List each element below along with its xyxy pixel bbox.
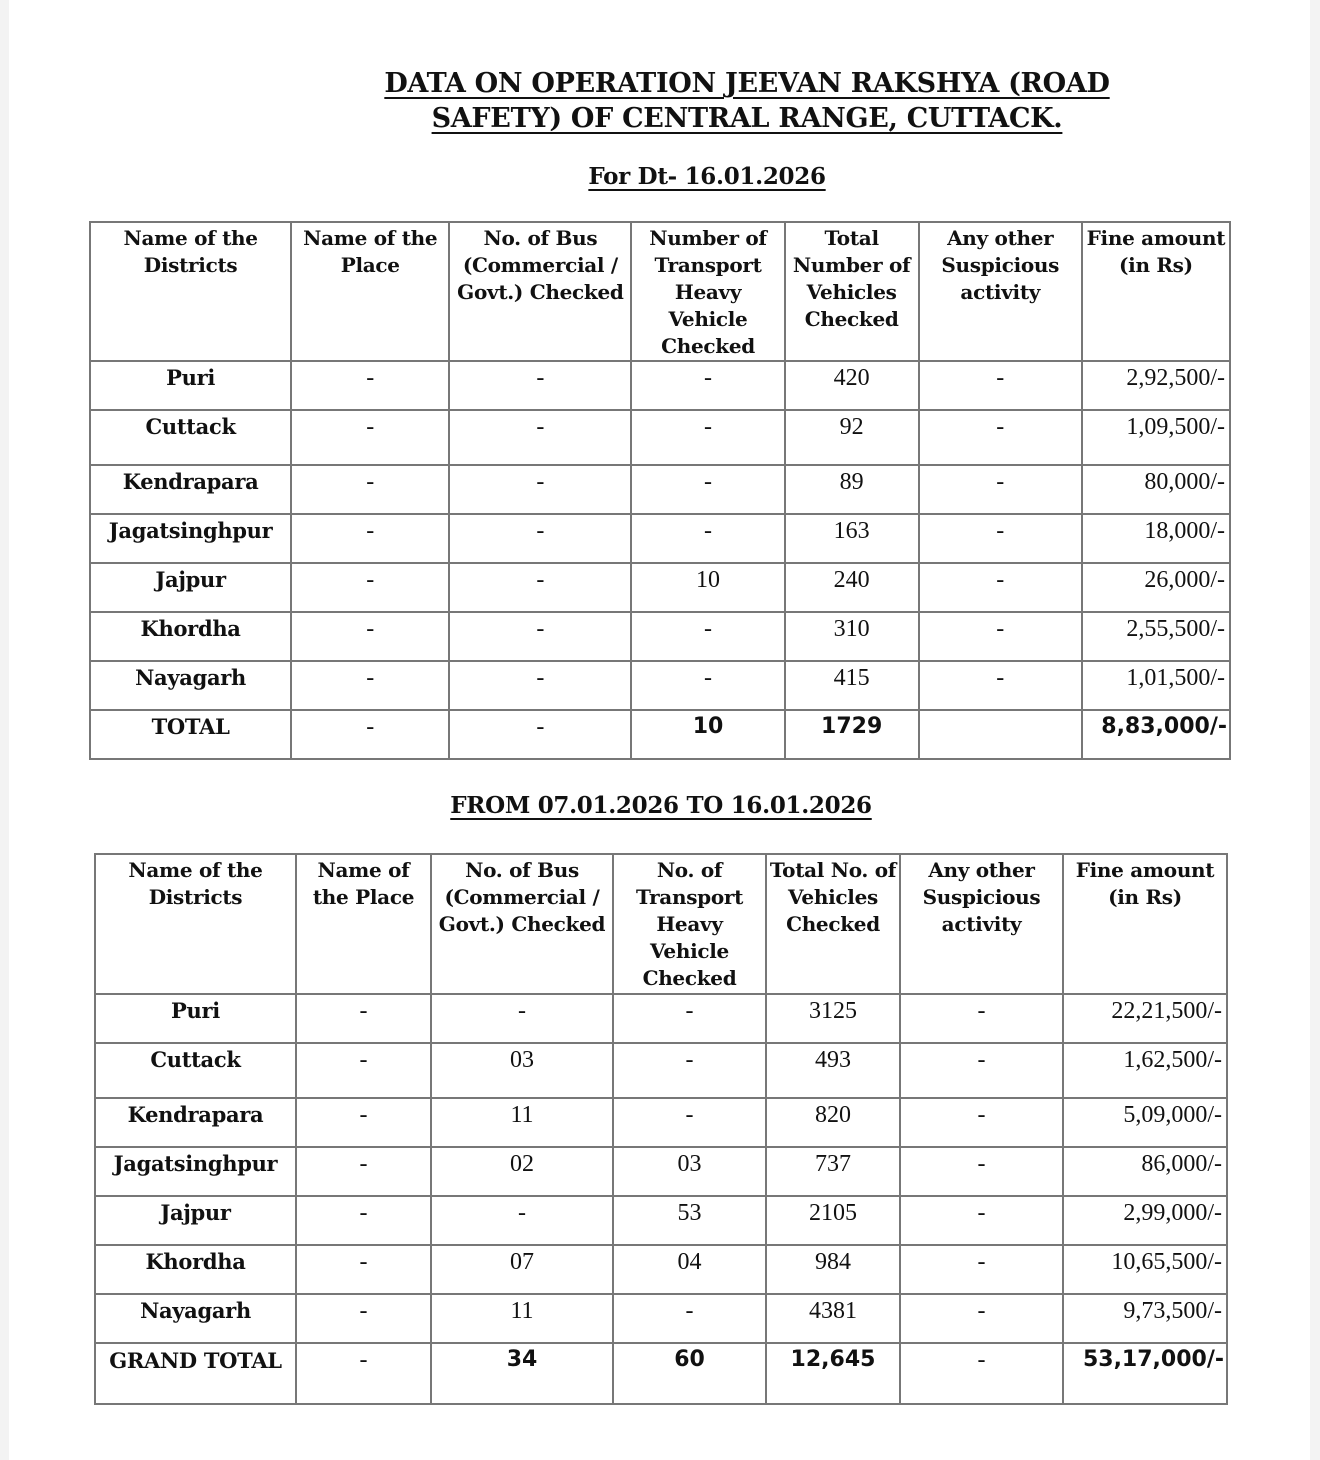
heavy-cell: - [631, 612, 784, 661]
fine-cell: 18,000/- [1082, 514, 1230, 563]
col-header-bus: No. of Bus (Commercial / Govt.) Checked [431, 854, 613, 994]
fine-cell: 1,09,500/- [1082, 410, 1230, 465]
bus-cell: - [449, 612, 631, 661]
suspicious-cell: - [919, 661, 1082, 710]
bus-cell: - [449, 465, 631, 514]
district-cell: Jajpur [90, 563, 291, 612]
place-cell: - [291, 563, 449, 612]
place-cell: - [296, 1343, 431, 1404]
table-row [95, 1245, 1227, 1294]
suspicious-cell [919, 710, 1082, 759]
bus-cell: 02 [431, 1147, 613, 1196]
suspicious-cell: - [900, 1343, 1063, 1404]
district-cell: Jajpur [95, 1196, 296, 1245]
suspicious-cell: - [919, 612, 1082, 661]
col-header-fine: Fine amount (in Rs) [1063, 854, 1227, 994]
grand-total-row [95, 1343, 1227, 1404]
bus-cell: - [449, 563, 631, 612]
total-cell: 89 [785, 465, 919, 514]
grand-total-label: GRAND TOTAL [95, 1343, 296, 1404]
table-row [95, 1147, 1227, 1196]
fine-cell: 86,000/- [1063, 1147, 1227, 1196]
table-row [90, 361, 1230, 410]
heavy-cell: - [631, 514, 784, 563]
suspicious-cell: - [900, 1294, 1063, 1343]
fine-cell: 26,000/- [1082, 563, 1230, 612]
total-label: TOTAL [90, 710, 291, 759]
total-cell: 310 [785, 612, 919, 661]
title-line-1: DATA ON OPERATION JEEVAN RAKSHYA (ROAD [384, 68, 1110, 99]
suspicious-cell: - [919, 514, 1082, 563]
col-header-heavy: Number of Transport Heavy Vehicle Checked [631, 222, 784, 361]
suspicious-cell: - [900, 1196, 1063, 1245]
col-header-bus: No. of Bus (Commercial / Govt.) Checked [449, 222, 631, 361]
fine-cell: 5,09,000/- [1063, 1098, 1227, 1147]
total-row [90, 710, 1230, 759]
daily-heading [9, 163, 1320, 190]
place-cell: - [296, 1147, 431, 1196]
cumulative-table [94, 853, 1228, 1405]
table-row [95, 1098, 1227, 1147]
bus-cell: - [449, 410, 631, 465]
place-cell: - [291, 361, 449, 410]
table-row [95, 1294, 1227, 1343]
heavy-cell: - [613, 994, 766, 1043]
col-header-total: Total No. of Vehicles Checked [766, 854, 900, 994]
total-cell: 92 [785, 410, 919, 465]
table-row [90, 612, 1230, 661]
daily-header-row [90, 222, 1230, 361]
district-cell: Khordha [95, 1245, 296, 1294]
place-cell: - [296, 994, 431, 1043]
table-row [90, 563, 1230, 612]
heavy-cell: - [631, 465, 784, 514]
col-header-district: Name of the Districts [90, 222, 291, 361]
fine-cell: 1,01,500/- [1082, 661, 1230, 710]
total-cell: 737 [766, 1147, 900, 1196]
fine-total: 8,83,000/- [1082, 710, 1230, 759]
district-cell: Kendrapara [90, 465, 291, 514]
district-cell: Jagatsinghpur [90, 514, 291, 563]
heavy-cell: - [613, 1098, 766, 1147]
heavy-cell: 10 [631, 563, 784, 612]
district-cell: Jagatsinghpur [95, 1147, 296, 1196]
district-cell: Puri [95, 994, 296, 1043]
suspicious-cell: - [900, 1147, 1063, 1196]
district-cell: Cuttack [95, 1043, 296, 1098]
fine-cell: 10,65,500/- [1063, 1245, 1227, 1294]
bus-cell: - [431, 994, 613, 1043]
heavy-cell: 53 [613, 1196, 766, 1245]
bus-cell: - [449, 710, 631, 759]
total-cell: 163 [785, 514, 919, 563]
fine-cell: 2,92,500/- [1082, 361, 1230, 410]
bus-cell: 11 [431, 1294, 613, 1343]
fine-cell: 1,62,500/- [1063, 1043, 1227, 1098]
place-cell: - [291, 514, 449, 563]
fine-cell: 9,73,500/- [1063, 1294, 1227, 1343]
col-header-fine: Fine amount (in Rs) [1082, 222, 1230, 361]
fine-cell: 2,99,000/- [1063, 1196, 1227, 1245]
heavy-cell: - [613, 1043, 766, 1098]
table-row [90, 410, 1230, 465]
total-cell: 820 [766, 1098, 900, 1147]
bus-cell: - [431, 1196, 613, 1245]
cumulative-heading [9, 792, 1313, 819]
col-header-suspicious: Any other Suspicious activity [900, 854, 1063, 994]
suspicious-cell: - [900, 1245, 1063, 1294]
total-cell: 2105 [766, 1196, 900, 1245]
bus-cell: 07 [431, 1245, 613, 1294]
col-header-suspicious: Any other Suspicious activity [919, 222, 1082, 361]
district-cell: Puri [90, 361, 291, 410]
table-row [95, 1196, 1227, 1245]
col-header-place: Name of the Place [296, 854, 431, 994]
daily-table [89, 221, 1231, 760]
district-cell: Nayagarh [95, 1294, 296, 1343]
total-cell: 984 [766, 1245, 900, 1294]
place-cell: - [291, 710, 449, 759]
table-row [90, 514, 1230, 563]
heavy-cell: 04 [613, 1245, 766, 1294]
heavy-cell: 03 [613, 1147, 766, 1196]
total-cell: 420 [785, 361, 919, 410]
heavy-cell: - [631, 410, 784, 465]
table-row [95, 1043, 1227, 1098]
bus-cell: - [449, 361, 631, 410]
document-title [9, 66, 1320, 136]
place-cell: - [291, 465, 449, 514]
heavy-total: 60 [613, 1343, 766, 1404]
heavy-cell: - [613, 1294, 766, 1343]
cumulative-header-row [95, 854, 1227, 994]
table-row [90, 661, 1230, 710]
bus-cell: 11 [431, 1098, 613, 1147]
heavy-total: 10 [631, 710, 784, 759]
district-cell: Nayagarh [90, 661, 291, 710]
suspicious-cell: - [919, 410, 1082, 465]
document-page [9, 0, 1310, 1460]
total-cell: 3125 [766, 994, 900, 1043]
suspicious-cell: - [900, 1098, 1063, 1147]
suspicious-cell: - [919, 361, 1082, 410]
total-cell: 240 [785, 563, 919, 612]
total-cell: 415 [785, 661, 919, 710]
place-cell: - [291, 612, 449, 661]
vehicles-total: 1729 [785, 710, 919, 759]
fine-cell: 80,000/- [1082, 465, 1230, 514]
table-row [95, 994, 1227, 1043]
col-header-total: Total Number of Vehicles Checked [785, 222, 919, 361]
heavy-cell: - [631, 361, 784, 410]
fine-cell: 22,21,500/- [1063, 994, 1227, 1043]
col-header-place: Name of the Place [291, 222, 449, 361]
place-cell: - [296, 1294, 431, 1343]
title-line-2: SAFETY) OF CENTRAL RANGE, CUTTACK. [431, 103, 1063, 134]
col-header-heavy: No. of Transport Heavy Vehicle Checked [613, 854, 766, 994]
suspicious-cell: - [919, 465, 1082, 514]
bus-cell: 03 [431, 1043, 613, 1098]
place-cell: - [291, 661, 449, 710]
total-cell: 4381 [766, 1294, 900, 1343]
heavy-cell: - [631, 661, 784, 710]
suspicious-cell: - [900, 1043, 1063, 1098]
col-header-district: Name of the Districts [95, 854, 296, 994]
place-cell: - [296, 1043, 431, 1098]
cumulative-heading-text: FROM 07.01.2026 TO 16.01.2026 [450, 792, 872, 819]
vehicles-total: 12,645 [766, 1343, 900, 1404]
place-cell: - [296, 1098, 431, 1147]
place-cell: - [291, 410, 449, 465]
district-cell: Khordha [90, 612, 291, 661]
bus-cell: - [449, 661, 631, 710]
table-row [90, 465, 1230, 514]
suspicious-cell: - [919, 563, 1082, 612]
daily-heading-text: For Dt- 16.01.2026 [588, 163, 826, 190]
place-cell: - [296, 1196, 431, 1245]
fine-cell: 2,55,500/- [1082, 612, 1230, 661]
suspicious-cell: - [900, 994, 1063, 1043]
district-cell: Cuttack [90, 410, 291, 465]
fine-total: 53,17,000/- [1063, 1343, 1227, 1404]
total-cell: 493 [766, 1043, 900, 1098]
bus-total: 34 [431, 1343, 613, 1404]
place-cell: - [296, 1245, 431, 1294]
bus-cell: - [449, 514, 631, 563]
district-cell: Kendrapara [95, 1098, 296, 1147]
